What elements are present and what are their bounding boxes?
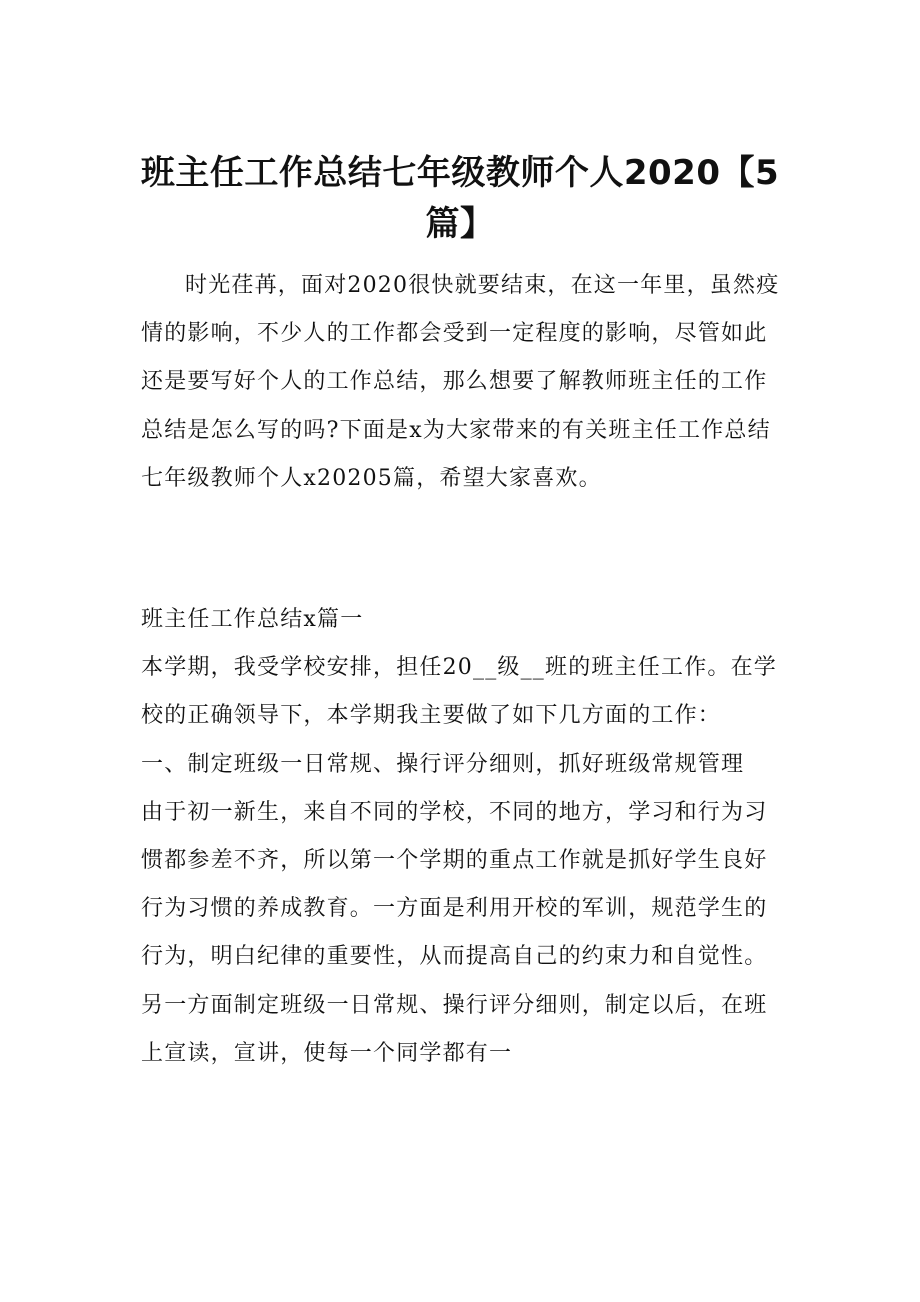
document-title: 班主任工作总结七年级教师个人2020【5篇】 [140,153,780,244]
section-one [141,596,781,1078]
subheading: 一、制定班级一日常规、操行评分细则，抓好班级常规管理 [141,751,745,777]
body-paragraph: 本学期，我受学校安排，担任20__级__班的班主任工作。在学校的正确领导下，本学期我主要做了如下几方面的工作： [141,655,777,729]
section-heading: 班主任工作总结x篇一 [141,607,364,632]
intro-paragraph: 时光荏苒，面对2020很快就要结束，在这一年里，虽然疫情的影响，不少人的工作都会受到一定程度的影响，尽管如此还是要写好个人的工作总结，那么想要了解教师班主任的工作总结是怎么写的吗?下面是x为大家带来的有关班主任工作总结七年级教师个人x20205篇，希望大家喜欢。 [141,273,780,491]
body-paragraph: 由于初一新生，来自不同的学校，不同的地方，学习和行为习惯都参差不齐，所以第一个学期的重点工作就是抓好学生良好行为习惯的养成教育。一方面是利用开校的军训，规范学生的行为，明白纪律的重要性，从而提高自己的约束力和自觉性。另一方面制定班级一日常规、操行评分细则，制定以后，在班上宣读，宣讲，使每一个同学都有一 [141,799,768,1066]
